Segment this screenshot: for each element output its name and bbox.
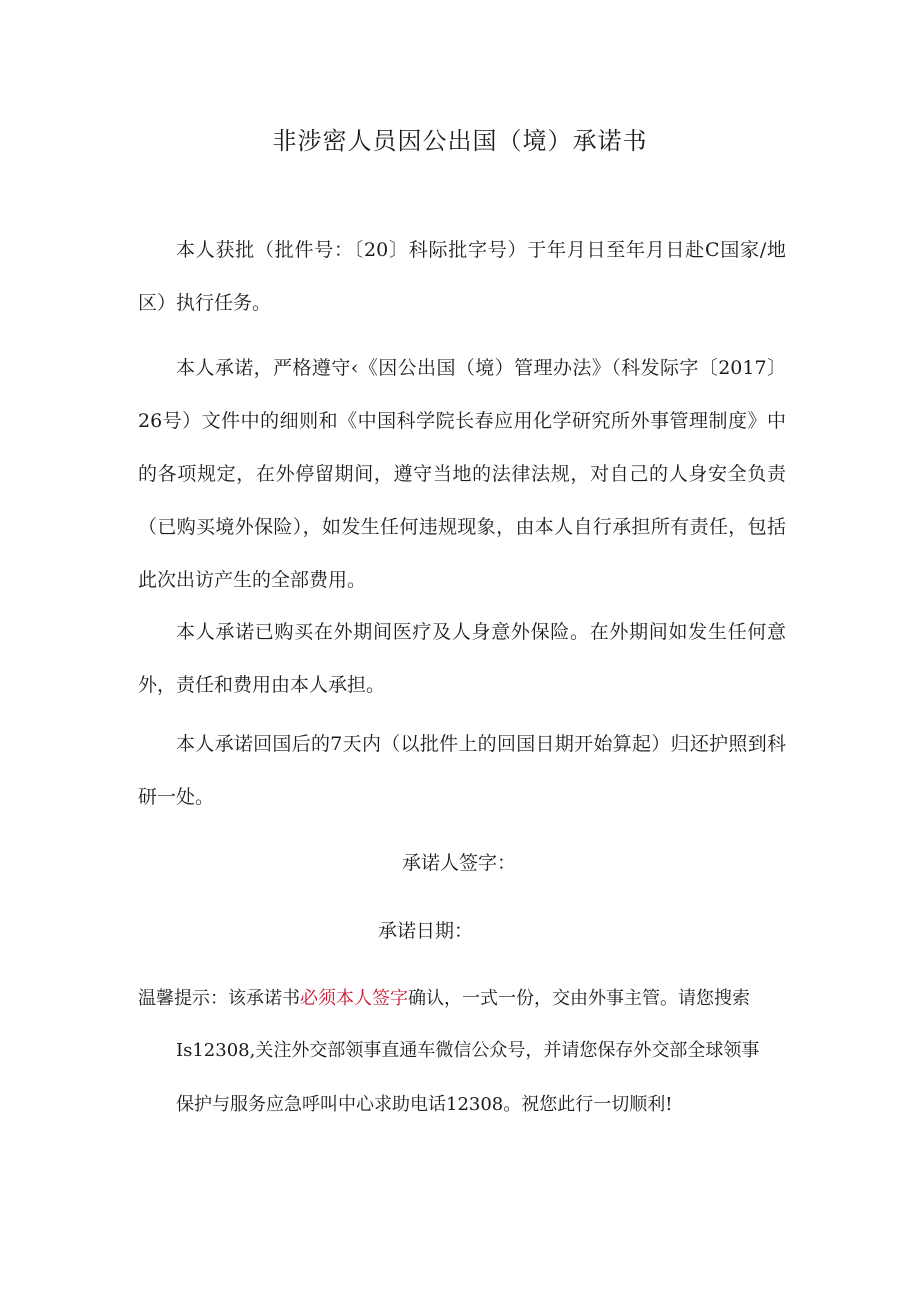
signature-label: 承诺人签字： [402,852,517,874]
tip-prefix: 温馨提示：该承诺书 [138,988,300,1009]
paragraph-compliance: 本人承诺，严格遵守‹《因公出国（境）管理办法》（科发际字〔2017〕26号）文件中的细则和《中国科学院长春应用化学研究所外事管理制度》中的各项规定，在外停留期间，遵守当地的法律法规，对自己的人身安全负责（已购买境外保险），如发生任何违规现象，由本人自行承担所有责任，包括此次出访产生的全部费用。 [138,357,786,591]
tip-line-1 [138,984,750,1014]
tip-line-2: Is12308,关注外交部领事直通车微信公众号，并请您保存外交部全球领事 [176,1040,760,1061]
tip-line-3: 保护与服务应急呼叫中心求助电话12308。祝您此行一切顺利! [176,1094,673,1115]
tip-suffix: 确认，一式一份，交由外事主管。请您搜索 [408,988,750,1009]
paragraph-insurance: 本人承诺已购买在外期间医疗及人身意外保险。在外期间如发生任何意外，责任和费用由本人承担。 [138,621,786,696]
date-label: 承诺日期： [378,920,474,942]
tip-highlight: 必须本人签字 [300,988,408,1009]
paragraph-approval: 本人获批（批件号：〔20〕科际批字号）于年月日至年月日赴C国家/地区）执行任务。 [138,239,786,314]
paragraph-passport-return: 本人承诺回国后的7天内（以批件上的回国日期开始算起）归还护照到科研一处。 [138,733,786,808]
document-title: 非涉密人员因公出国（境）承诺书 [272,127,648,155]
